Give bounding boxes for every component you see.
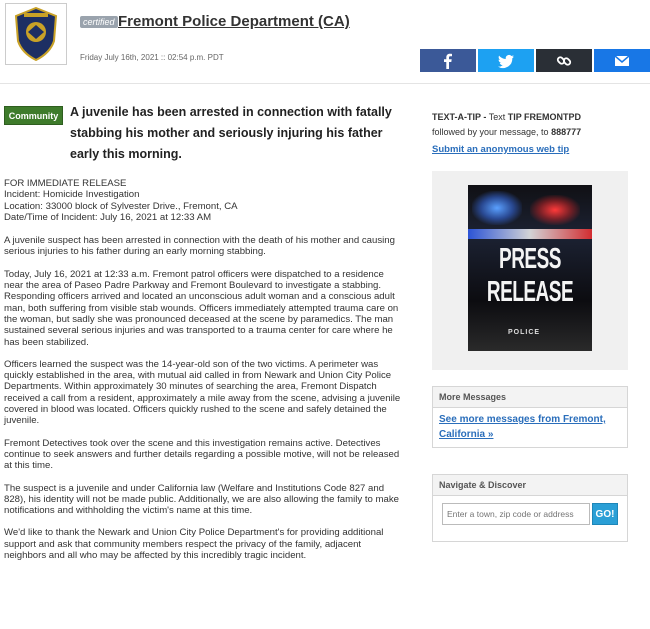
police-badge-logo[interactable] — [5, 3, 67, 65]
page-header — [0, 0, 650, 84]
more-messages-panel — [432, 386, 628, 448]
light-bar — [468, 229, 592, 239]
navigate-title: Navigate & Discover — [433, 475, 627, 496]
article-paragraph: Today, July 16, 2021 at 12:33 a.m. Fremont patrol officers were dispatched to a residence near the area of Paseo Padre Parkway and Fremont Boulevard to investigate a stabbing. Responding officers arrived and located an unconscious adult woman and a conscious adult man, both suffering from visible stab wounds. Officers immediately attempted trauma care on the woman, but sadly she was pronounced deceased at the scene by paramedics. The man sustained several serious injuries and was transported to a trauma center for care where he has been stabilized. — [4, 268, 399, 348]
link-icon — [556, 53, 572, 69]
location-search-input[interactable] — [442, 503, 590, 525]
release-line: Location: 33000 block of Sylvester Drive., Fremont, CA — [4, 200, 238, 212]
navigate-discover-panel — [432, 474, 628, 542]
twitter-icon — [498, 53, 514, 69]
category-tag-community[interactable]: Community — [4, 106, 63, 125]
article-body — [4, 178, 404, 572]
text-a-tip-box — [432, 110, 642, 157]
share-facebook-button[interactable] — [420, 49, 476, 72]
more-messages-title: More Messages — [433, 387, 627, 408]
article-paragraph: Officers learned the suspect was the 14-year-old son of the two victims. A perimeter was quickly established in the area, with mutual aid called in from Newark and Union City Police Departments. Within approximately 30 minutes of searching the area, Fremont Dispatch received a call from a resident, approximately a mile away from the scene, advising a juvenile covered in blood was located. Officers quickly rushed to the scene and safely detained the juvenile. — [4, 358, 401, 427]
share-twitter-button[interactable] — [478, 49, 534, 72]
tip-text-prefix: Text — [488, 112, 506, 122]
tip-keyword: TIP FREMONTPD — [507, 112, 582, 122]
share-link-button[interactable] — [536, 49, 592, 72]
anonymous-tip-link[interactable]: Submit an anonymous web tip — [432, 144, 570, 155]
release-line: Incident: Homicide Investigation — [4, 189, 140, 201]
tip-followed-text: followed by your message, to — [432, 127, 549, 137]
release-info — [4, 178, 404, 223]
press-release-panel — [432, 171, 628, 370]
press-release-image-text: PRESS RELEASE — [486, 244, 574, 309]
article-paragraph: A juvenile suspect has been arrested in connection with the death of his mother and causing serious injuries to his father during an early morning stabbing. — [4, 235, 395, 258]
agency-name-link[interactable]: Fremont Police Department (CA) — [118, 13, 350, 30]
press-release-image — [468, 185, 592, 351]
release-line: Date/Time of Incident: July 16, 2021 at 12:33 AM — [4, 211, 212, 223]
press-release-image-sub: POLICE — [508, 329, 541, 336]
article-paragraph: The suspect is a juvenile and under California law (Welfare and Institutions Code 827 and 828), his identity will not be made public. Additionally, we are also allowing the family to make notifications and withholding the victim's name at this time. — [4, 482, 399, 517]
article-paragraph: We'd like to thank the Newark and Union City Police Department's for providing additional support and ask that community members respect the privacy of the family, adjacent neighbors and all who may be affected by this incredibly tragic incident. — [4, 527, 384, 562]
article-paragraph: Fremont Detectives took over the scene and this investigation remains active. Detectives continue to seek answers and further details regarding a possible motive, will not be released at this time. — [4, 437, 400, 472]
police-badge-icon — [14, 7, 58, 61]
more-messages-link[interactable]: See more messages from Fremont, California » — [439, 414, 606, 440]
share-email-button[interactable] — [594, 49, 650, 72]
go-button[interactable]: GO! — [592, 503, 618, 525]
post-date: Friday July 16th, 2021 :: 02:54 p.m. PDT — [80, 53, 224, 62]
tip-label: TEXT-A-TIP - — [432, 112, 487, 122]
certified-badge: certified — [80, 16, 118, 28]
tip-number: 888777 — [551, 127, 582, 137]
email-icon — [614, 53, 630, 69]
blue-light — [472, 191, 522, 225]
release-line: FOR IMMEDIATE RELEASE — [4, 178, 127, 189]
facebook-icon — [440, 53, 456, 69]
article-headline: A juvenile has been arrested in connection with fatally stabbing his mother and seriously injuring his father early this morning. — [70, 105, 392, 161]
red-light — [530, 195, 580, 225]
